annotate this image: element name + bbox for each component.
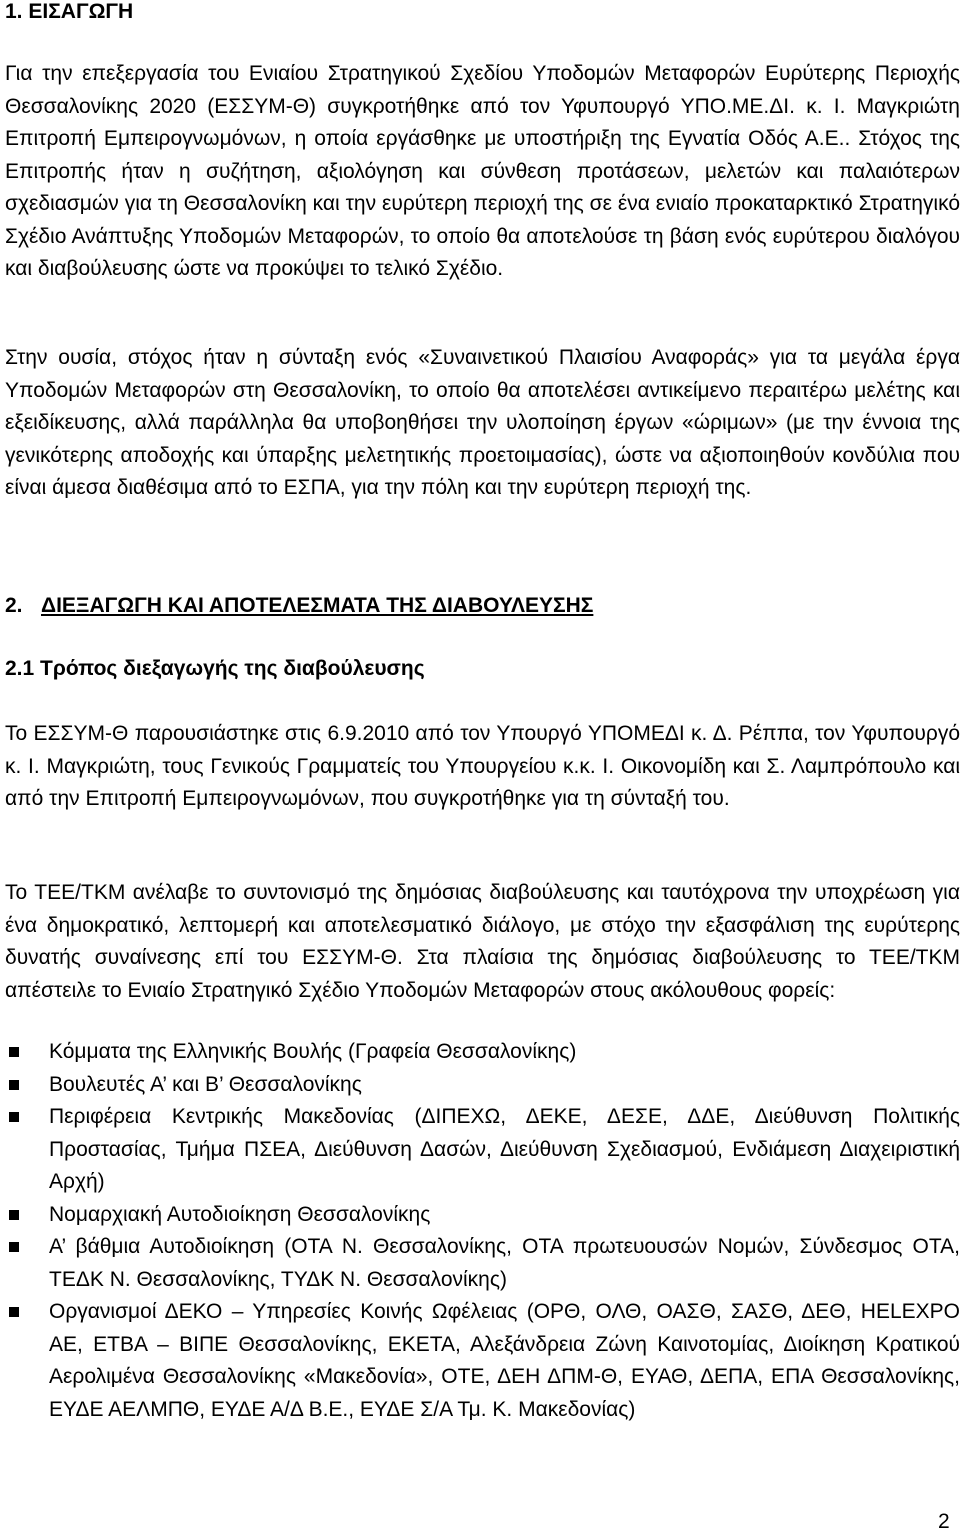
section-2-number: 2. <box>5 594 23 617</box>
square-bullet-icon <box>9 1112 19 1122</box>
bodies-list <box>5 1036 960 1426</box>
section-1-heading <box>5 0 955 26</box>
intro-paragraph-2: Στην ουσία, στόχος ήταν η σύνταξη ενός «Συναινετικού Πλαισίου Αναφοράς» για τα μεγάλα έργα Υποδομών Μεταφορών στη Θεσσαλονίκη, το οποίο θα αποτελέσει αντικείμενο περαιτέρω μελέτης και εξειδίκευσης, αλλά παράλληλα θα υποβοηθήσει την υλοποίηση έργων «ώριμων» (με την έννοια της γενικότερης αποδοχής και ύπαρξης μελετητικής προετοιμασίας), ώστε να αξιοποιηθούν κονδύλια που είναι άμεσα διαθέσιμα από το ΕΣΠΑ, για την πόλη και την ευρύτερη περιοχή της. <box>5 346 960 499</box>
list-item-text: Βουλευτές Α’ και Β’ Θεσσαλονίκης <box>49 1072 362 1096</box>
intro-paragraph-1: Για την επεξεργασία του Ενιαίου Στρατηγικού Σχεδίου Υποδομών Μεταφορών Ευρύτερης Περιοχής Θεσσαλονίκης 2020 (ΕΣΣΥΜ-Θ) συγκροτήθηκε από τον Υφυπουργό ΥΠΟ.ΜΕ.ΔΙ. κ. Ι. Μαγκριώτη Επιτροπή Εμπειρογνωμόνων, η οποία εργάσθηκε με υποστήριξη της Εγνατία Οδός Α.Ε.. Στόχος της Επιτροπής ήταν η συζήτηση, αξιολόγηση και σύνθεση προτάσεων, μελετών και παλαιότερων σχεδιασμών για τη Θεσσαλονίκη και την ευρύτερη περιοχή της σε ένα ενιαίο προκαταρκτικό Στρατηγικό Σχέδιο Ανάπτυξης Υποδομών Μεταφορών, το οποίο θα αποτελούσε τη βάση ενός ευρύτερου διαλόγου και διαβούλευσης ώστε να προκύψει το τελικό Σχέδιο. <box>5 62 960 280</box>
list-item <box>5 1199 960 1232</box>
list-item-text: Περιφέρεια Κεντρικής Μακεδονίας (ΔΙΠΕΧΩ, ΔΕΚΕ, ΔΕΣΕ, ΔΔΕ, Διεύθυνση Πολιτικής Προστασίας, Τμήμα ΠΣΕΑ, Διεύθυνση Δασών, Διεύθυνση Σχεδιασμού, Ενδιάμεση Διαχειριστική Αρχή) <box>49 1105 960 1193</box>
list-item-text: Κόμματα της Ελληνικής Βουλής (Γραφεία Θεσσαλονίκης) <box>49 1040 577 1063</box>
section-2-title: ΔΙΕΞΑΓΩΓΗ ΚΑΙ ΑΠΟΤΕΛΕΣΜΑΤΑ ΤΗΣ ΔΙΑΒΟΥΛΕΥΣΗΣ <box>41 594 594 617</box>
section-2-heading <box>5 592 955 620</box>
square-bullet-icon <box>9 1080 19 1090</box>
list-item-text: Οργανισμοί ΔΕΚΟ – Υπηρεσίες Κοινής Ωφέλειας (ΟΡΘ, ΟΛΘ, ΟΑΣΘ, ΣΑΣΘ, ΔΕΘ, HELEXPO ΑΕ, ΕΤΒΑ – ΒΙΠΕ Θεσσαλονίκης, ΕΚΕΤΑ, Αλεξάνδρεια Ζώνη Καινοτομίας, Διοίκηση Κρατικού Αερολιμένα Θεσσαλονίκης «Μακεδονία», ΟΤΕ, ΔΕΗ ΔΠΜ-Θ, ΕΥΑΘ, ΔΕΠΑ, ΕΠΑ Θεσσαλονίκης, ΕΥΔΕ ΑΕΛΜΠΘ, ΕΥΔΕ Α/Δ Β.Ε., ΕΥΔΕ Σ/Α Τμ. Κ. Μακεδονίας) <box>49 1300 960 1421</box>
subsection-2-1-heading: 2.1 Τρόπος διεξαγωγής της διαβούλευσης <box>5 657 425 680</box>
section-1-title: ΕΙΣΑΓΩΓΗ <box>28 0 134 23</box>
list-item <box>5 1101 960 1199</box>
list-item <box>5 1069 960 1102</box>
square-bullet-icon <box>9 1047 19 1057</box>
list-item <box>5 1036 960 1069</box>
page-number: 2 <box>938 1510 950 1533</box>
list-item <box>5 1296 960 1426</box>
list-item-text: Νομαρχιακή Αυτοδιοίκηση Θεσσαλονίκης <box>49 1202 431 1226</box>
consultation-paragraph-2: Το ΤΕΕ/ΤΚΜ ανέλαβε το συντονισμό της δημόσιας διαβούλευσης και ταυτόχρονα την υποχρέωση για ένα δημοκρατικό, λεπτομερή και αποτελεσματικό διάλογο, με στόχο την εξασφάλιση της ευρύτερης δυνατής συναίνεσης επί του ΕΣΣΥΜ-Θ. Στα πλαίσια της δημόσιας διαβούλευσης το ΤΕΕ/ΤΚΜ απέστειλε το Ενιαίο Στρατηγικό Σχέδιο Υποδομών Μεταφορών στους ακόλουθους φορείς: <box>5 881 960 1002</box>
square-bullet-icon <box>9 1307 19 1317</box>
square-bullet-icon <box>9 1242 19 1252</box>
section-1-number: 1. <box>5 0 23 23</box>
square-bullet-icon <box>9 1210 19 1220</box>
consultation-paragraph-1: Το ΕΣΣΥΜ-Θ παρουσιάστηκε στις 6.9.2010 από τον Υπουργό ΥΠΟΜΕΔΙ κ. Δ. Ρέππα, τον Υφυπουργό κ. Ι. Μαγκριώτη, τους Γενικούς Γραμματείς του Υπουργείου κ.κ. Ι. Οικονομίδη και Σ. Λαμπρόπουλο και από την Επιτροπή Εμπειρογνωμόνων, που συγκροτήθηκε για τη σύνταξή του. <box>5 722 960 810</box>
list-item-text: Α’ βάθμια Αυτοδιοίκηση (ΟΤΑ Ν. Θεσσαλονίκης, ΟΤΑ πρωτευουσών Νομών, Σύνδεσμος ΟΤΑ, ΤΕΔΚ Ν. Θεσσαλονίκης, ΤΥΔΚ Ν. Θεσσαλονίκης) <box>49 1235 960 1291</box>
list-item <box>5 1231 960 1296</box>
